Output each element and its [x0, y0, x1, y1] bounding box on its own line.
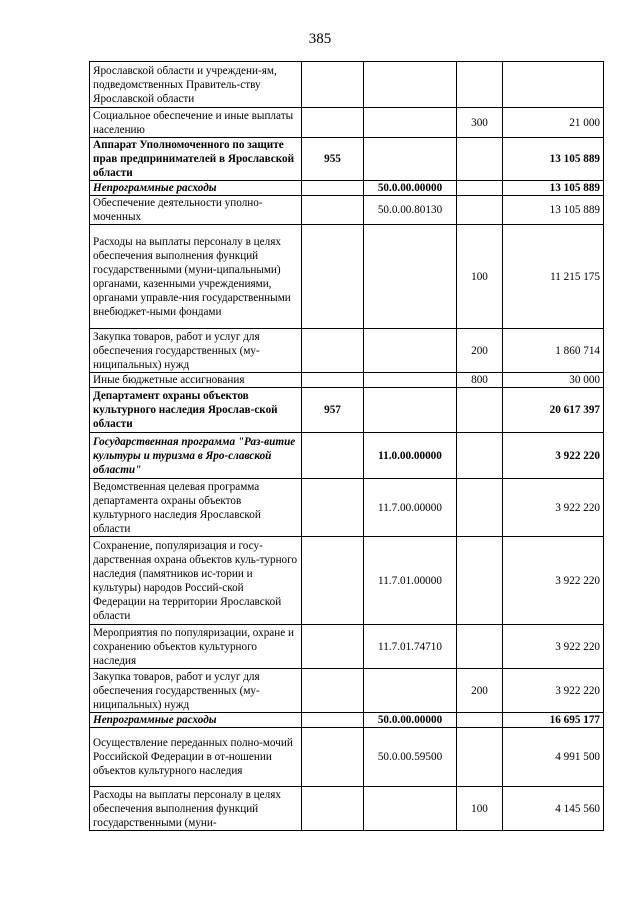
ministry-code-cell — [302, 625, 364, 669]
ministry-code-cell: 955 — [302, 138, 364, 181]
table-row — [90, 433, 604, 479]
target-code-cell — [364, 62, 457, 108]
row-name-cell: Обеспечение деятельности уполно-моченных — [90, 196, 302, 225]
ministry-code-cell: 957 — [302, 388, 364, 433]
target-code-cell: 11.7.01.00000 — [364, 537, 457, 625]
expense-type-cell — [457, 388, 503, 433]
amount-cell: 16 695 177 — [503, 713, 604, 728]
ministry-code-cell — [302, 373, 364, 388]
table-row — [90, 728, 604, 787]
budget-table — [89, 61, 604, 831]
row-name-cell: Социальное обеспечение и иные выплаты населению — [90, 108, 302, 138]
amount-cell: 20 617 397 — [503, 388, 604, 433]
row-name-cell: Закупка товаров, работ и услуг для обеспечения государственных (му-ниципальных) нужд — [90, 329, 302, 373]
amount-cell: 21 000 — [503, 108, 604, 138]
ministry-code-cell — [302, 669, 364, 713]
expense-type-cell: 200 — [457, 329, 503, 373]
amount-cell: 1 860 714 — [503, 329, 604, 373]
target-code-cell — [364, 138, 457, 181]
target-code-cell — [364, 669, 457, 713]
expense-type-cell — [457, 625, 503, 669]
amount-cell: 3 922 220 — [503, 625, 604, 669]
table-row — [90, 388, 604, 433]
target-code-cell — [364, 388, 457, 433]
ministry-code-cell — [302, 479, 364, 537]
row-name-cell: Расходы на выплаты персоналу в целях обеспечения выполнения функций государственными (муни-ципальными) органами, казенными учреждениями, органами управле-ния государственными внебюджет-ными фондами — [90, 225, 302, 329]
expense-type-cell — [457, 537, 503, 625]
target-code-cell — [364, 787, 457, 831]
row-name-cell: Аппарат Уполномоченного по защите прав предпринимателей в Ярославской области — [90, 138, 302, 181]
table-row — [90, 329, 604, 373]
expense-type-cell — [457, 713, 503, 728]
table-row — [90, 625, 604, 669]
amount-cell — [503, 62, 604, 108]
row-name-cell: Сохранение, популяризация и госу-дарственная охрана объектов куль-турного наследия (памятников ис-тории и культуры) народов Россий-ской Федерации на территории Ярославской области — [90, 537, 302, 625]
expense-type-cell: 100 — [457, 225, 503, 329]
amount-cell: 11 215 175 — [503, 225, 604, 329]
expense-type-cell — [457, 181, 503, 196]
expense-type-cell: 100 — [457, 787, 503, 831]
amount-cell: 3 922 220 — [503, 479, 604, 537]
target-code-cell — [364, 329, 457, 373]
ministry-code-cell — [302, 329, 364, 373]
expense-type-cell: 200 — [457, 669, 503, 713]
ministry-code-cell — [302, 728, 364, 787]
expense-type-cell — [457, 433, 503, 479]
table-row — [90, 108, 604, 138]
row-name-cell: Непрограммные расходы — [90, 713, 302, 728]
table-row — [90, 713, 604, 728]
amount-cell: 4 991 500 — [503, 728, 604, 787]
table-row — [90, 787, 604, 831]
target-code-cell — [364, 225, 457, 329]
row-name-cell: Расходы на выплаты персоналу в целях обеспечения выполнения функций государственными (муни- — [90, 787, 302, 831]
row-name-cell: Департамент охраны объектов культурного наследия Ярослав-ской области — [90, 388, 302, 433]
table-row — [90, 181, 604, 196]
target-code-cell: 50.0.00.00000 — [364, 181, 457, 196]
ministry-code-cell — [302, 181, 364, 196]
ministry-code-cell — [302, 713, 364, 728]
expense-type-cell — [457, 138, 503, 181]
table-row — [90, 138, 604, 181]
expense-type-cell — [457, 196, 503, 225]
row-name-cell: Осуществление переданных полно-мочий Российской Федерации в от-ношении объектов культурного наследия — [90, 728, 302, 787]
row-name-cell: Ярославской области и учреждени-ям, подведомственных Правитель-ству Ярославской области — [90, 62, 302, 108]
budget-table-body — [90, 62, 604, 831]
ministry-code-cell — [302, 62, 364, 108]
amount-cell: 3 922 220 — [503, 537, 604, 625]
row-name-cell: Государственная программа "Раз-витие культуры и туризма в Яро-славской области" — [90, 433, 302, 479]
target-code-cell — [364, 108, 457, 138]
ministry-code-cell — [302, 196, 364, 225]
table-row — [90, 196, 604, 225]
table-row — [90, 225, 604, 329]
row-name-cell: Ведомственная целевая программа департамента охраны объектов культурного наследия Ярославской области — [90, 479, 302, 537]
target-code-cell: 11.7.01.74710 — [364, 625, 457, 669]
ministry-code-cell — [302, 433, 364, 479]
expense-type-cell — [457, 728, 503, 787]
amount-cell: 13 105 889 — [503, 196, 604, 225]
ministry-code-cell — [302, 787, 364, 831]
table-row — [90, 479, 604, 537]
ministry-code-cell — [302, 537, 364, 625]
row-name-cell: Иные бюджетные ассигнования — [90, 373, 302, 388]
target-code-cell — [364, 373, 457, 388]
ministry-code-cell — [302, 108, 364, 138]
table-row — [90, 537, 604, 625]
target-code-cell: 50.0.00.59500 — [364, 728, 457, 787]
expense-type-cell — [457, 479, 503, 537]
row-name-cell: Закупка товаров, работ и услуг для обеспечения государственных (му-ниципальных) нужд — [90, 669, 302, 713]
amount-cell: 13 105 889 — [503, 181, 604, 196]
amount-cell: 3 922 220 — [503, 669, 604, 713]
row-name-cell: Мероприятия по популяризации, охране и сохранению объектов культурного наследия — [90, 625, 302, 669]
ministry-code-cell — [302, 225, 364, 329]
page-number: 385 — [308, 31, 332, 47]
amount-cell: 13 105 889 — [503, 138, 604, 181]
table-row — [90, 62, 604, 108]
target-code-cell: 50.0.00.80130 — [364, 196, 457, 225]
expense-type-cell: 300 — [457, 108, 503, 138]
table-row — [90, 669, 604, 713]
target-code-cell: 11.7.00.00000 — [364, 479, 457, 537]
amount-cell: 3 922 220 — [503, 433, 604, 479]
amount-cell: 30 000 — [503, 373, 604, 388]
expense-type-cell: 800 — [457, 373, 503, 388]
target-code-cell: 50.0.00.00000 — [364, 713, 457, 728]
target-code-cell: 11.0.00.00000 — [364, 433, 457, 479]
row-name-cell: Непрограммные расходы — [90, 181, 302, 196]
table-row — [90, 373, 604, 388]
expense-type-cell — [457, 62, 503, 108]
amount-cell: 4 145 560 — [503, 787, 604, 831]
